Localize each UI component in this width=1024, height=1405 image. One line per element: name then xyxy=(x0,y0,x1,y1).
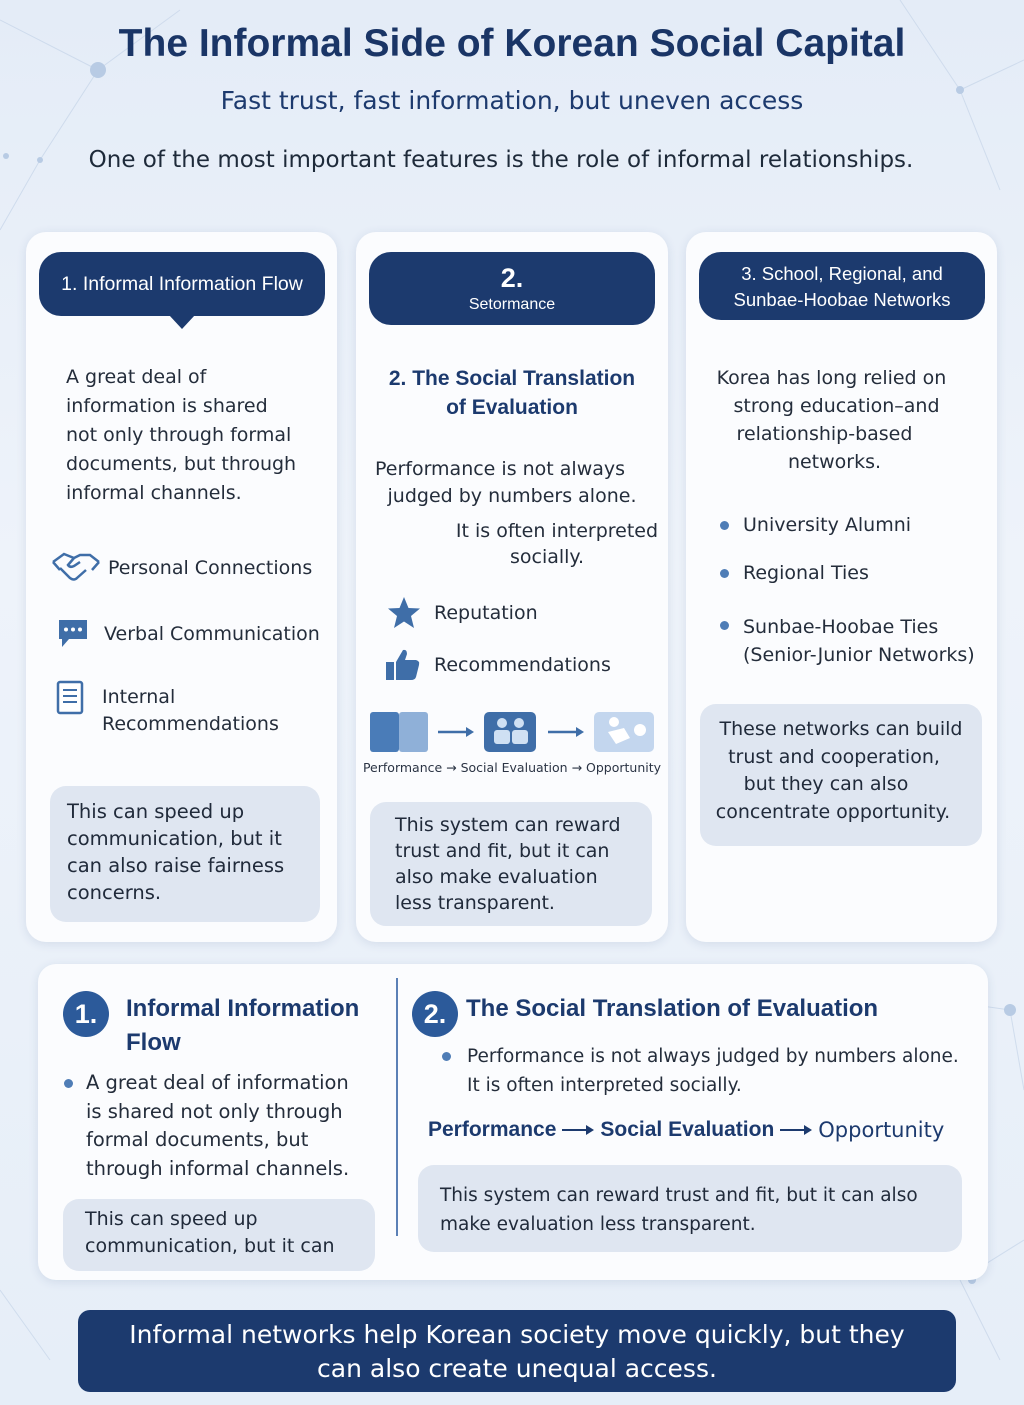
summary-left-bullet-line: through informal channels. xyxy=(86,1156,350,1180)
summary-card xyxy=(38,964,988,1280)
intro-text: One of the most important features is the role of informal relationships. xyxy=(88,147,914,173)
banner-line: Informal networks help Korean society move quickly, but they xyxy=(129,1320,905,1349)
summary-right-bullet-line: It is often interpreted socially. xyxy=(467,1075,742,1096)
card3-bullet-regional-ties xyxy=(720,562,869,584)
card2-item-reputation xyxy=(386,595,538,631)
summary-right-note-line: This system can reward trust and fit, but it can also xyxy=(440,1185,918,1206)
card1-body xyxy=(66,363,326,508)
summary-right-number: 2. xyxy=(412,991,458,1037)
card3-bullet-sunbae-hoobae xyxy=(720,613,975,669)
summary-right-title: The Social Translation of Evaluation xyxy=(466,995,879,1022)
card2-header-number: 2. xyxy=(500,263,524,293)
bullet-icon xyxy=(442,1052,451,1061)
summary-left-title-line: Informal Information xyxy=(126,995,360,1022)
card1-item-internal-recommendations xyxy=(56,680,279,738)
card1-body-line: informal channels. xyxy=(66,482,242,504)
summary-left-number: 1. xyxy=(63,991,109,1037)
summary-left-note-line: This can speed up xyxy=(85,1208,258,1230)
card1-body-line: documents, but through xyxy=(66,453,297,475)
card1-note-line: can also raise fairness xyxy=(67,854,285,877)
card2-title xyxy=(356,364,668,422)
card3-body xyxy=(686,364,997,476)
card3-bullet-label: Regional Ties xyxy=(743,562,869,584)
card2-body1 xyxy=(356,456,668,510)
card2-body-line: socially. xyxy=(509,546,585,568)
summary-right-bullet-line: Performance is not always judged by numbers alone. xyxy=(467,1046,959,1067)
flow-step-social-evaluation: Social Evaluation xyxy=(600,1118,775,1141)
card1-note-line: concerns. xyxy=(67,881,162,904)
card2-body-line: judged by numbers alone. xyxy=(387,485,637,507)
card2-note xyxy=(370,802,652,926)
card1-note-line: This can speed up xyxy=(67,800,245,823)
card3-header-line: Sunbae-Hoobae Networks xyxy=(733,289,951,310)
flow-arrow-icon xyxy=(778,1122,814,1138)
card2-body2 xyxy=(452,518,662,570)
card2-title-line: of Evaluation xyxy=(446,396,578,419)
card1-item-verbal-communication xyxy=(56,617,320,651)
summary-left-title-line: Flow xyxy=(126,1029,181,1056)
card1-item-label: Personal Connections xyxy=(108,557,313,579)
flow-arrow-icon xyxy=(560,1122,596,1138)
page-subtitle: Fast trust, fast information, but uneven access xyxy=(220,86,804,115)
bullet-icon xyxy=(64,1079,73,1088)
card2-body-line: It is often interpreted xyxy=(455,520,659,542)
conclusion-banner xyxy=(78,1310,956,1392)
flow-step-performance: Performance xyxy=(428,1118,557,1141)
card2-item-label: Recommendations xyxy=(434,654,611,676)
card3-bullet-sublabel: (Senior-Junior Networks) xyxy=(743,644,975,666)
summary-right-note-line: make evaluation less transparent. xyxy=(440,1214,756,1235)
card-social-translation-of-evaluation xyxy=(356,232,668,942)
summary-left-bullet-line: A great deal of information xyxy=(86,1071,349,1094)
card3-note-line: but they can also xyxy=(743,773,909,795)
bullet-icon xyxy=(720,521,729,530)
card2-header-subtext: Setormance xyxy=(468,296,556,313)
card1-item-personal-connections xyxy=(50,546,312,590)
card1-item-label: Recommendations xyxy=(102,713,279,735)
card2-title-line: 2. The Social Translation xyxy=(388,367,636,390)
card1-item-label: Internal xyxy=(102,686,176,708)
summary-left-note xyxy=(63,1199,375,1271)
summary-left-title xyxy=(126,992,359,1060)
card2-item-recommendations xyxy=(384,646,611,684)
card2-header xyxy=(369,252,655,325)
card1-note-line: communication, but it xyxy=(67,827,282,850)
card2-note-line: trust and fit, but it can xyxy=(395,840,610,862)
card2-flow-caption: Performance → Social Evaluation → Opportunity xyxy=(362,760,662,775)
card3-header xyxy=(699,252,985,320)
page-title: The Informal Side of Korean Social Capital xyxy=(118,22,906,65)
bullet-icon xyxy=(720,569,729,578)
card3-body-line: strong education–and xyxy=(733,395,940,417)
card1-body-line: A great deal of xyxy=(66,366,207,388)
card3-note-line: trust and cooperation, xyxy=(728,745,940,768)
card2-note-line: This system can reward xyxy=(395,814,621,836)
card2-flow-diagram xyxy=(368,708,658,756)
card3-bullet-university-alumni xyxy=(720,514,911,536)
summary-left-bullet-line: formal documents, but xyxy=(86,1128,309,1151)
card-school-regional-networks xyxy=(686,232,997,942)
card2-note-line: less transparent. xyxy=(395,892,555,914)
performance-book-icon xyxy=(370,712,399,752)
summary-divider xyxy=(396,978,398,1236)
summary-right-note xyxy=(418,1165,962,1252)
card3-bullet-label: University Alumni xyxy=(743,514,912,536)
card3-note-line: These networks can build xyxy=(719,718,963,740)
summary-left-note-line: communication, but it can xyxy=(85,1235,335,1257)
card2-note-line: also make evaluation xyxy=(395,866,598,888)
card3-note-line: concentrate opportunity. xyxy=(715,800,951,823)
speech-bubble-icon xyxy=(56,617,90,651)
card1-header-text: 1. Informal Information Flow xyxy=(61,273,303,295)
card2-item-label: Reputation xyxy=(434,602,538,624)
star-icon xyxy=(386,595,422,631)
thumbs-up-icon xyxy=(384,646,422,684)
card1-header xyxy=(39,252,325,316)
card1-item-label: Verbal Communication xyxy=(104,623,320,645)
card3-body-line: Korea has long relied on xyxy=(716,367,947,389)
handshake-icon xyxy=(50,546,102,590)
summary-left-bullet-line: is shared not only through xyxy=(86,1099,343,1123)
card2-body-line: Performance is not always xyxy=(374,458,626,480)
card-informal-information-flow xyxy=(26,232,337,942)
card1-note xyxy=(50,786,320,922)
banner-line: can also create unequal access. xyxy=(317,1354,717,1383)
flow-step-opportunity: Opportunity xyxy=(818,1118,945,1142)
summary-right-bullet xyxy=(442,1042,959,1100)
card3-body-line: relationship-based xyxy=(736,423,913,445)
card3-body-line: networks. xyxy=(787,451,882,473)
card3-bullet-label: Sunbae-Hoobae Ties xyxy=(743,616,939,638)
summary-left-bullet xyxy=(64,1069,349,1183)
bullet-icon xyxy=(720,621,729,630)
document-icon xyxy=(56,680,86,716)
card3-header-line: 3. School, Regional, and xyxy=(741,263,943,284)
card1-body-line: not only through formal xyxy=(66,424,292,446)
card1-body-line: information is shared xyxy=(66,395,268,417)
social-evaluation-icon xyxy=(484,712,536,752)
card3-note xyxy=(700,704,982,846)
summary-right-flow xyxy=(428,1118,944,1142)
